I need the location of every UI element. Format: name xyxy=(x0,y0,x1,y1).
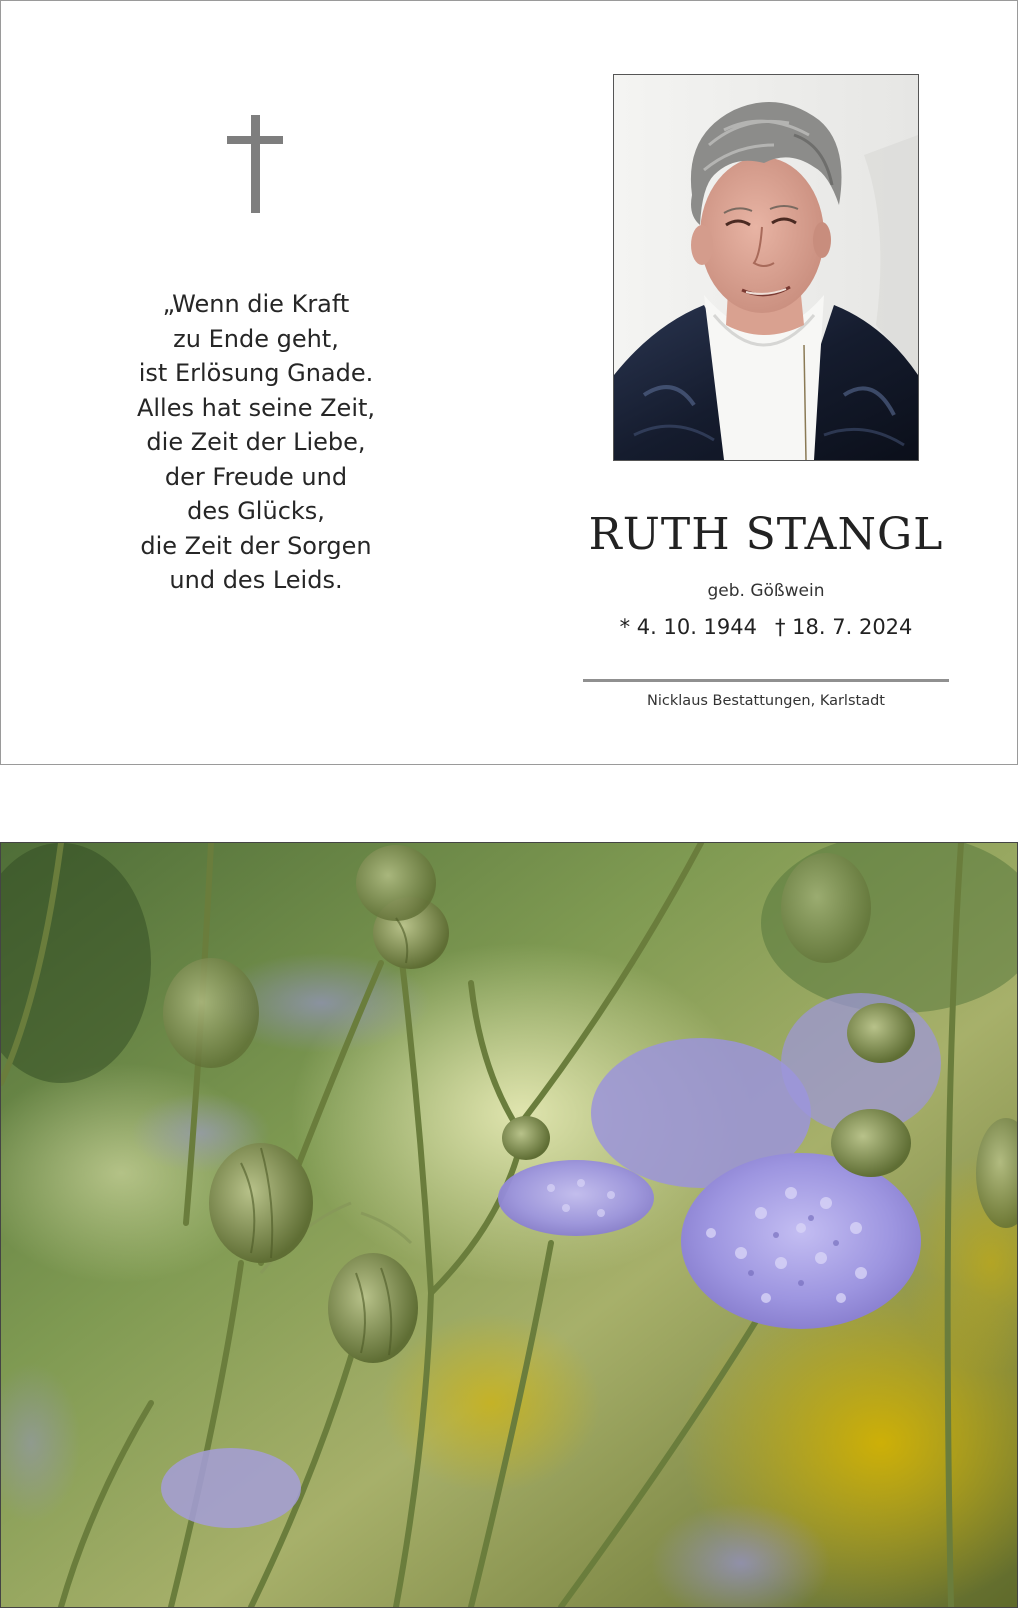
undertaker-name: Nicklaus Bestattungen, Karlstadt xyxy=(647,693,885,709)
verse-line: des Glücks, xyxy=(187,497,325,525)
verse-line: die Zeit der Sorgen xyxy=(140,531,372,560)
verse-line: und des Leids. xyxy=(169,566,343,594)
life-dates xyxy=(561,615,971,639)
portrait-photo xyxy=(613,74,919,461)
birth-date: * 4. 10. 1944 xyxy=(619,615,757,639)
verse-line: ist Erlösung Gnade. xyxy=(138,359,374,387)
flower-photo xyxy=(0,842,1018,1608)
verse-line: Alles hat seine Zeit, xyxy=(136,393,376,422)
divider xyxy=(583,679,949,682)
memorial-verse xyxy=(101,287,411,598)
birth-name: geb. Gößwein xyxy=(707,581,825,601)
verse-line: der Freude und xyxy=(164,462,348,491)
verse-line: zu Ende geht, xyxy=(173,324,339,353)
verse-line: die Zeit der Liebe, xyxy=(146,428,366,456)
obituary-card xyxy=(0,0,1018,765)
deceased-name: RUTH STANGL xyxy=(588,509,944,560)
death-date: † 18. 7. 2024 xyxy=(775,615,913,639)
cross-icon xyxy=(227,115,283,213)
verse-line: „Wenn die Kraft xyxy=(162,290,350,318)
